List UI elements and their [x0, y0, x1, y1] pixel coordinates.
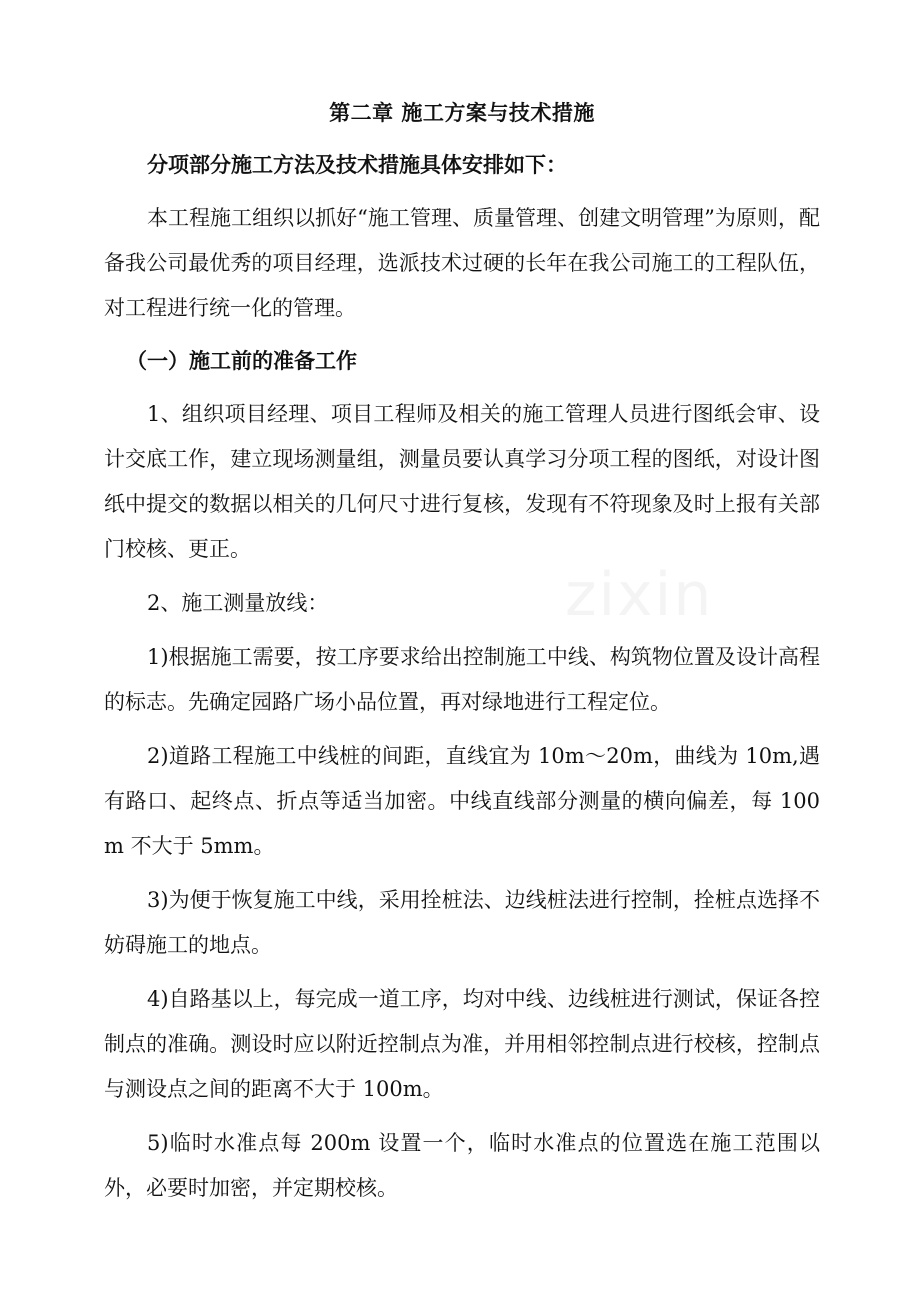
item-1-paragraph: 1、组织项目经理、项目工程师及相关的施工管理人员进行图纸会审、设计交底工作，建立现场测量组，测量员要认真学习分项工程的图纸，对设计图纸中提交的数据以相关的几何尺寸进行复核，发现有不符现象及时上报有关部门校核、更正。: [104, 402, 820, 561]
intro-paragraph: 本工程施工组织以抓好“施工管理、质量管理、创建文明管理”为原则，配备我公司最优秀的项目经理，选派技术过硬的长年在我公司施工的工程队伍，对工程进行统一化的管理。: [104, 206, 820, 320]
subitem-4-paragraph: 4)自路基以上，每完成一道工序，均对中线、边线桩进行测试，保证各控制点的准确。测设时应以附近控制点为准，并用相邻控制点进行校核，控制点与测设点之间的距离不大于 100m。: [104, 987, 820, 1101]
watermark: zixin: [565, 560, 714, 630]
sub-heading: 分项部分施工方法及技术措施具体安排如下：: [147, 152, 567, 177]
subitem-1-paragraph: 1)根据施工需要，按工序要求给出控制施工中线、构筑物位置及设计高程的标志。先确定园路广场小品位置，再对绿地进行工程定位。: [104, 645, 820, 714]
section-heading: （一）施工前的准备工作: [126, 348, 357, 373]
chapter-title: 第二章 施工方案与技术措施: [329, 100, 595, 125]
document-body: [104, 92, 820, 1220]
item-2-paragraph: 2、施工测量放线：: [147, 591, 329, 615]
subitem-5-paragraph: 5)临时水准点每 200m 设置一个，临时水准点的位置选在施工范围以外，必要时加密，并定期校核。: [104, 1131, 820, 1200]
subitem-3-paragraph: 3)为便于恢复施工中线，采用拴桩法、边线桩法进行控制，拴桩点选择不妨碍施工的地点。: [104, 888, 820, 957]
subitem-2-paragraph: 2)道路工程施工中线桩的间距，直线宜为 10m～20m，曲线为 10m,遇有路口、起终点、折点等适当加密。中线直线部分测量的横向偏差，每 100m 不大于 5mm。: [104, 744, 820, 858]
